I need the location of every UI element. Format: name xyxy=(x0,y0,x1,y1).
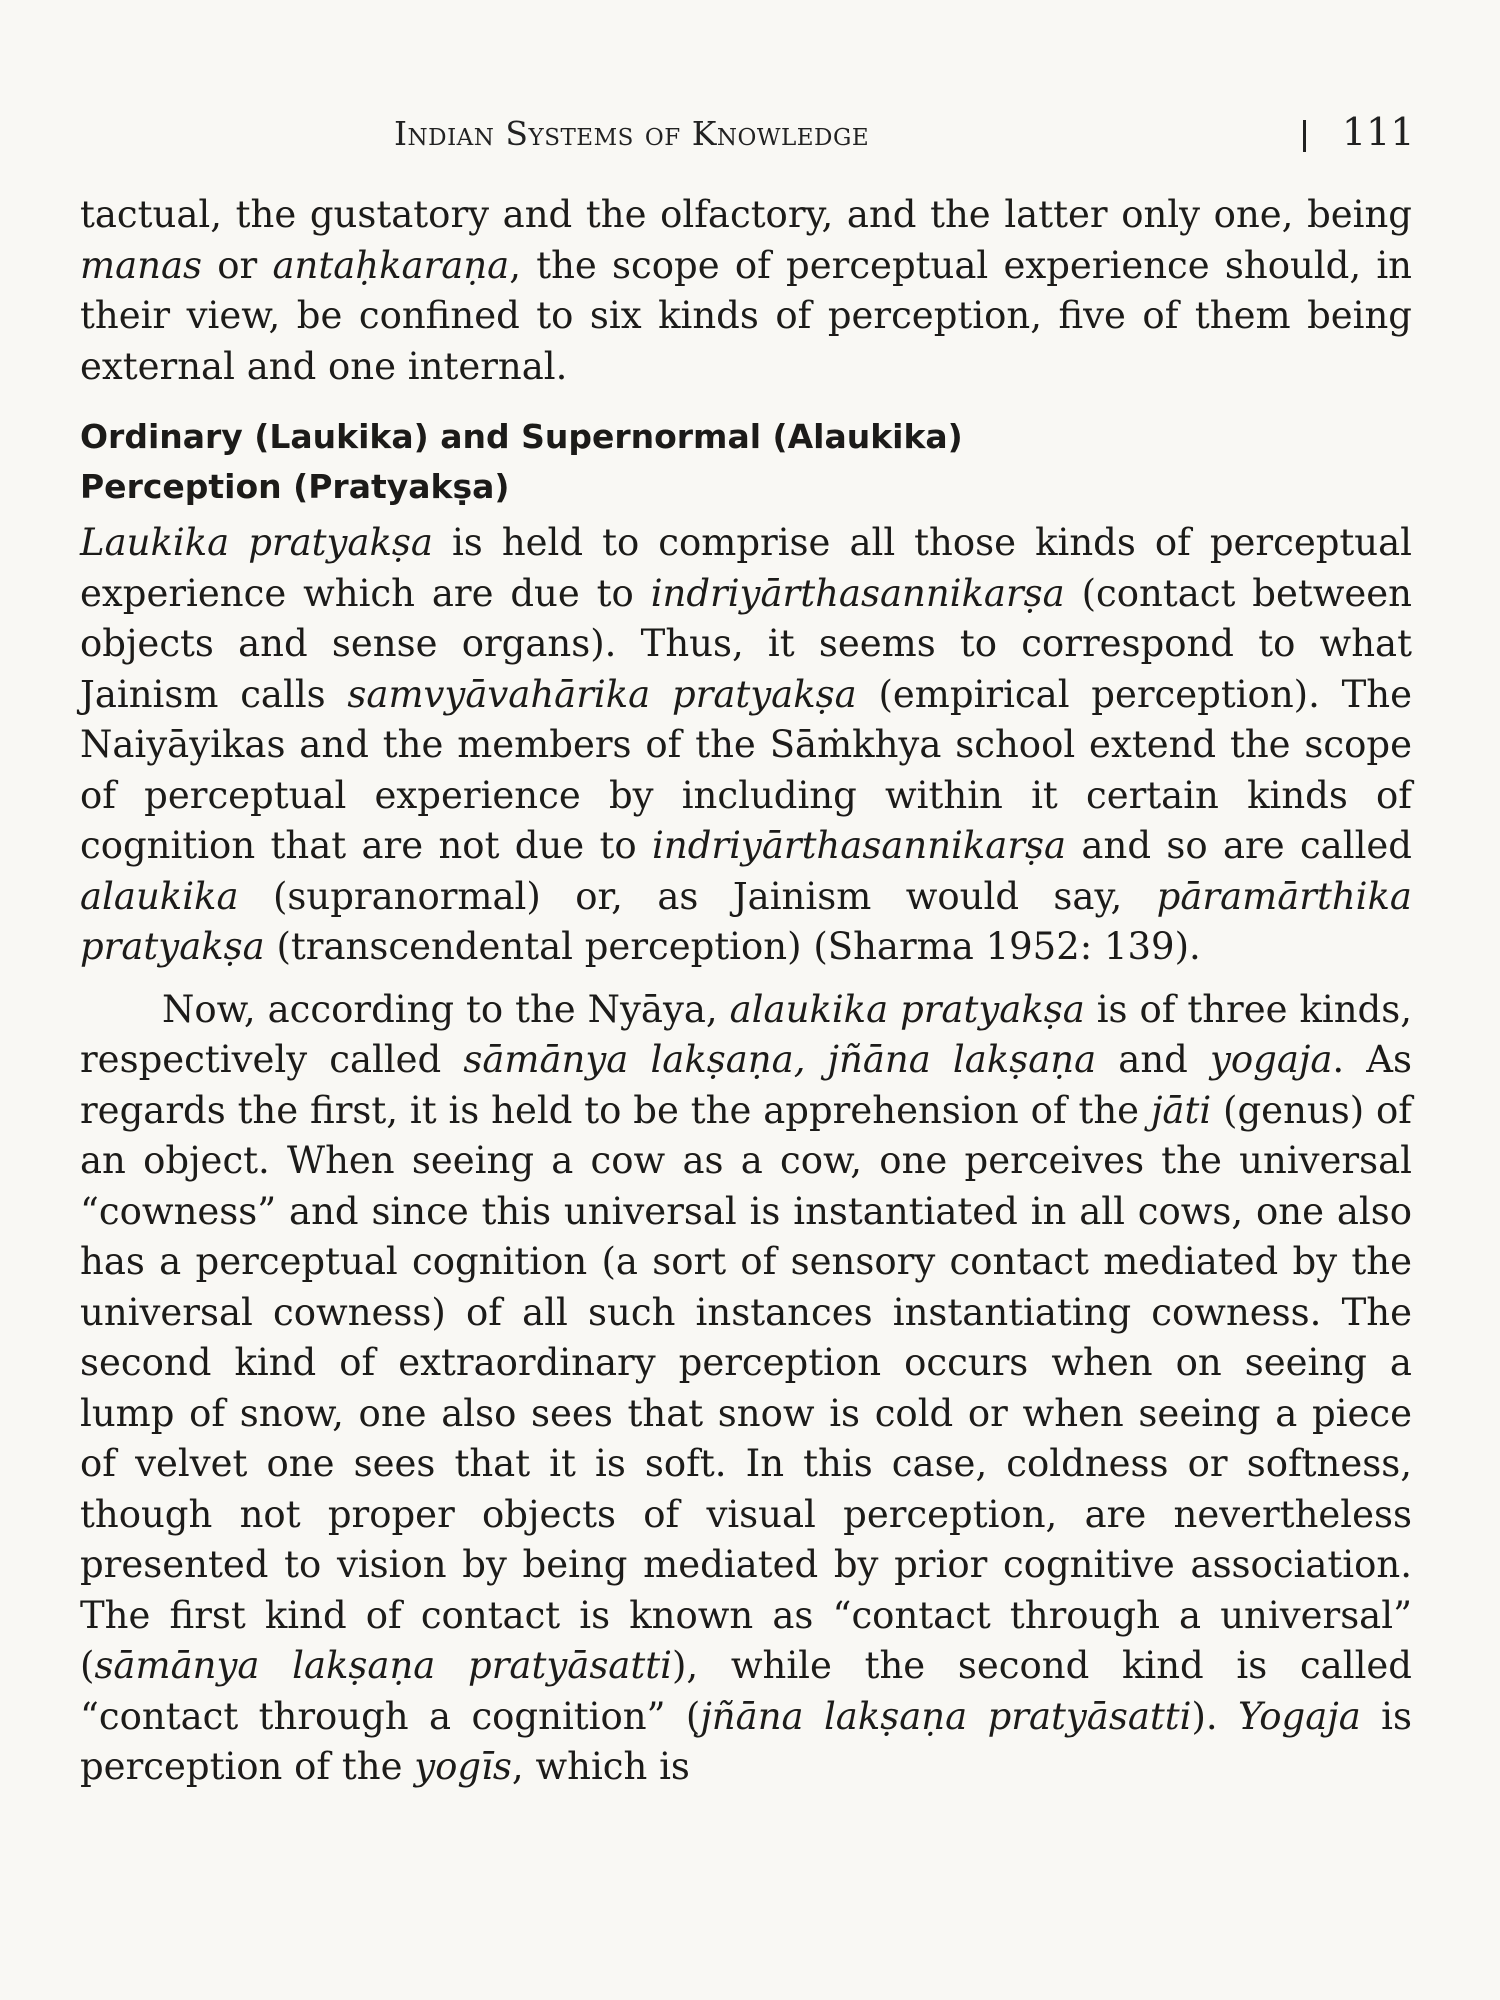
text-run: (genus) of an object. When seeing a cow as a cow, one perceives the universal “cowness” and since this universal is instantiated in all cows, one also has a perceptual cognition (a sort of sensory contact mediated by the universal cowness) of all such instances instantiating cowness. The second kind of extraordinary perception occurs when on seeing a lump of snow, one also sees that snow is cold or when seeing a piece of velvet one sees that it is soft. In this case, coldness or softness, though not proper objects of visual perception, are nevertheless presented to vision by being mediated by prior cognitive association. The first kind of contact is known as “contact through a universal” ( xyxy=(80,1088,1412,1687)
section-heading-line-1: Ordinary (Laukika) and Supernormal (Alaukika) xyxy=(80,417,963,456)
text-run: and so are called xyxy=(1066,824,1412,867)
text-run: . As regards the first, it is held to be the apprehension of the xyxy=(80,1038,1412,1132)
italic-term: jāti xyxy=(1150,1088,1212,1132)
text-run: (supranormal) or, as Jainism would say, xyxy=(238,874,1157,918)
text-run: , which is xyxy=(511,1745,690,1788)
text-run: Now, according to the Nyāya, xyxy=(162,987,730,1031)
text-run: ), while the second kind is called “contact through a cognition” ( xyxy=(80,1644,1412,1738)
text-run: (transcendental perception) (Sharma 1952: 139). xyxy=(264,925,1201,968)
header-divider xyxy=(1303,120,1306,152)
page-number: 111 xyxy=(1342,110,1415,154)
italic-term: sāmānya lakṣaṇa, jñāna lakṣaṇa xyxy=(463,1038,1097,1081)
italic-term: antaḥkaraṇa xyxy=(272,243,510,287)
italic-term: sāmānya lakṣaṇa pratyāsatti xyxy=(94,1644,672,1687)
italic-term: manas xyxy=(80,243,203,287)
text-run: is held to comprise all those kinds of perceptual experience which are due to xyxy=(80,521,1412,615)
italic-term: yogaja xyxy=(1209,1038,1333,1081)
italic-term: indriyārthasannikarṣa xyxy=(650,571,1065,615)
section-heading-line-2: Perception (Pratyakṣa) xyxy=(80,467,510,506)
text-run: and xyxy=(1096,1038,1210,1081)
section-heading xyxy=(80,412,1412,512)
italic-term: Yogaja xyxy=(1238,1694,1361,1738)
italic-term: jñāna lakṣaṇa pratyāsatti xyxy=(700,1694,1192,1738)
paragraph-continuation xyxy=(80,190,1412,392)
italic-term: Laukika pratyakṣa xyxy=(80,521,433,564)
text-run: , the scope of perceptual experience should, in their view, be confined to six kinds of perception, five of them being external and one internal. xyxy=(80,243,1412,388)
text-run: or xyxy=(202,243,273,287)
italic-term: samvyāvahārika pratyakṣa xyxy=(347,672,857,716)
italic-term: yogīs xyxy=(414,1745,512,1788)
paragraph-nyaya xyxy=(80,985,1412,1793)
italic-term: pāramārthika pratyakṣa xyxy=(80,874,1412,968)
text-run: is perception of the xyxy=(80,1694,1412,1788)
text-run: is of three kinds, respectively called xyxy=(80,987,1412,1081)
book-title: Indian Systems of Knowledge xyxy=(394,114,870,153)
running-head xyxy=(80,108,1415,164)
paragraph-laukika xyxy=(80,518,1412,973)
text-run: ). xyxy=(1191,1694,1239,1738)
text-run: (empirical perception). The Naiyāyikas and the members of the Sāṁkhya school extend the scope of perceptual experience by including within it certain kinds of cognition that are not due to xyxy=(80,672,1412,867)
italic-term: indriyārthasannikarṣa xyxy=(652,824,1067,867)
text-run: (contact between objects and sense organs). Thus, it seems to correspond to what Jainism calls xyxy=(80,571,1412,716)
italic-term: alaukika pratyakṣa xyxy=(729,987,1085,1031)
body-text xyxy=(80,190,1412,1793)
italic-term: alaukika xyxy=(80,874,239,918)
text-run: tactual, the gustatory and the olfactory, and the latter only one, being xyxy=(80,193,1412,236)
